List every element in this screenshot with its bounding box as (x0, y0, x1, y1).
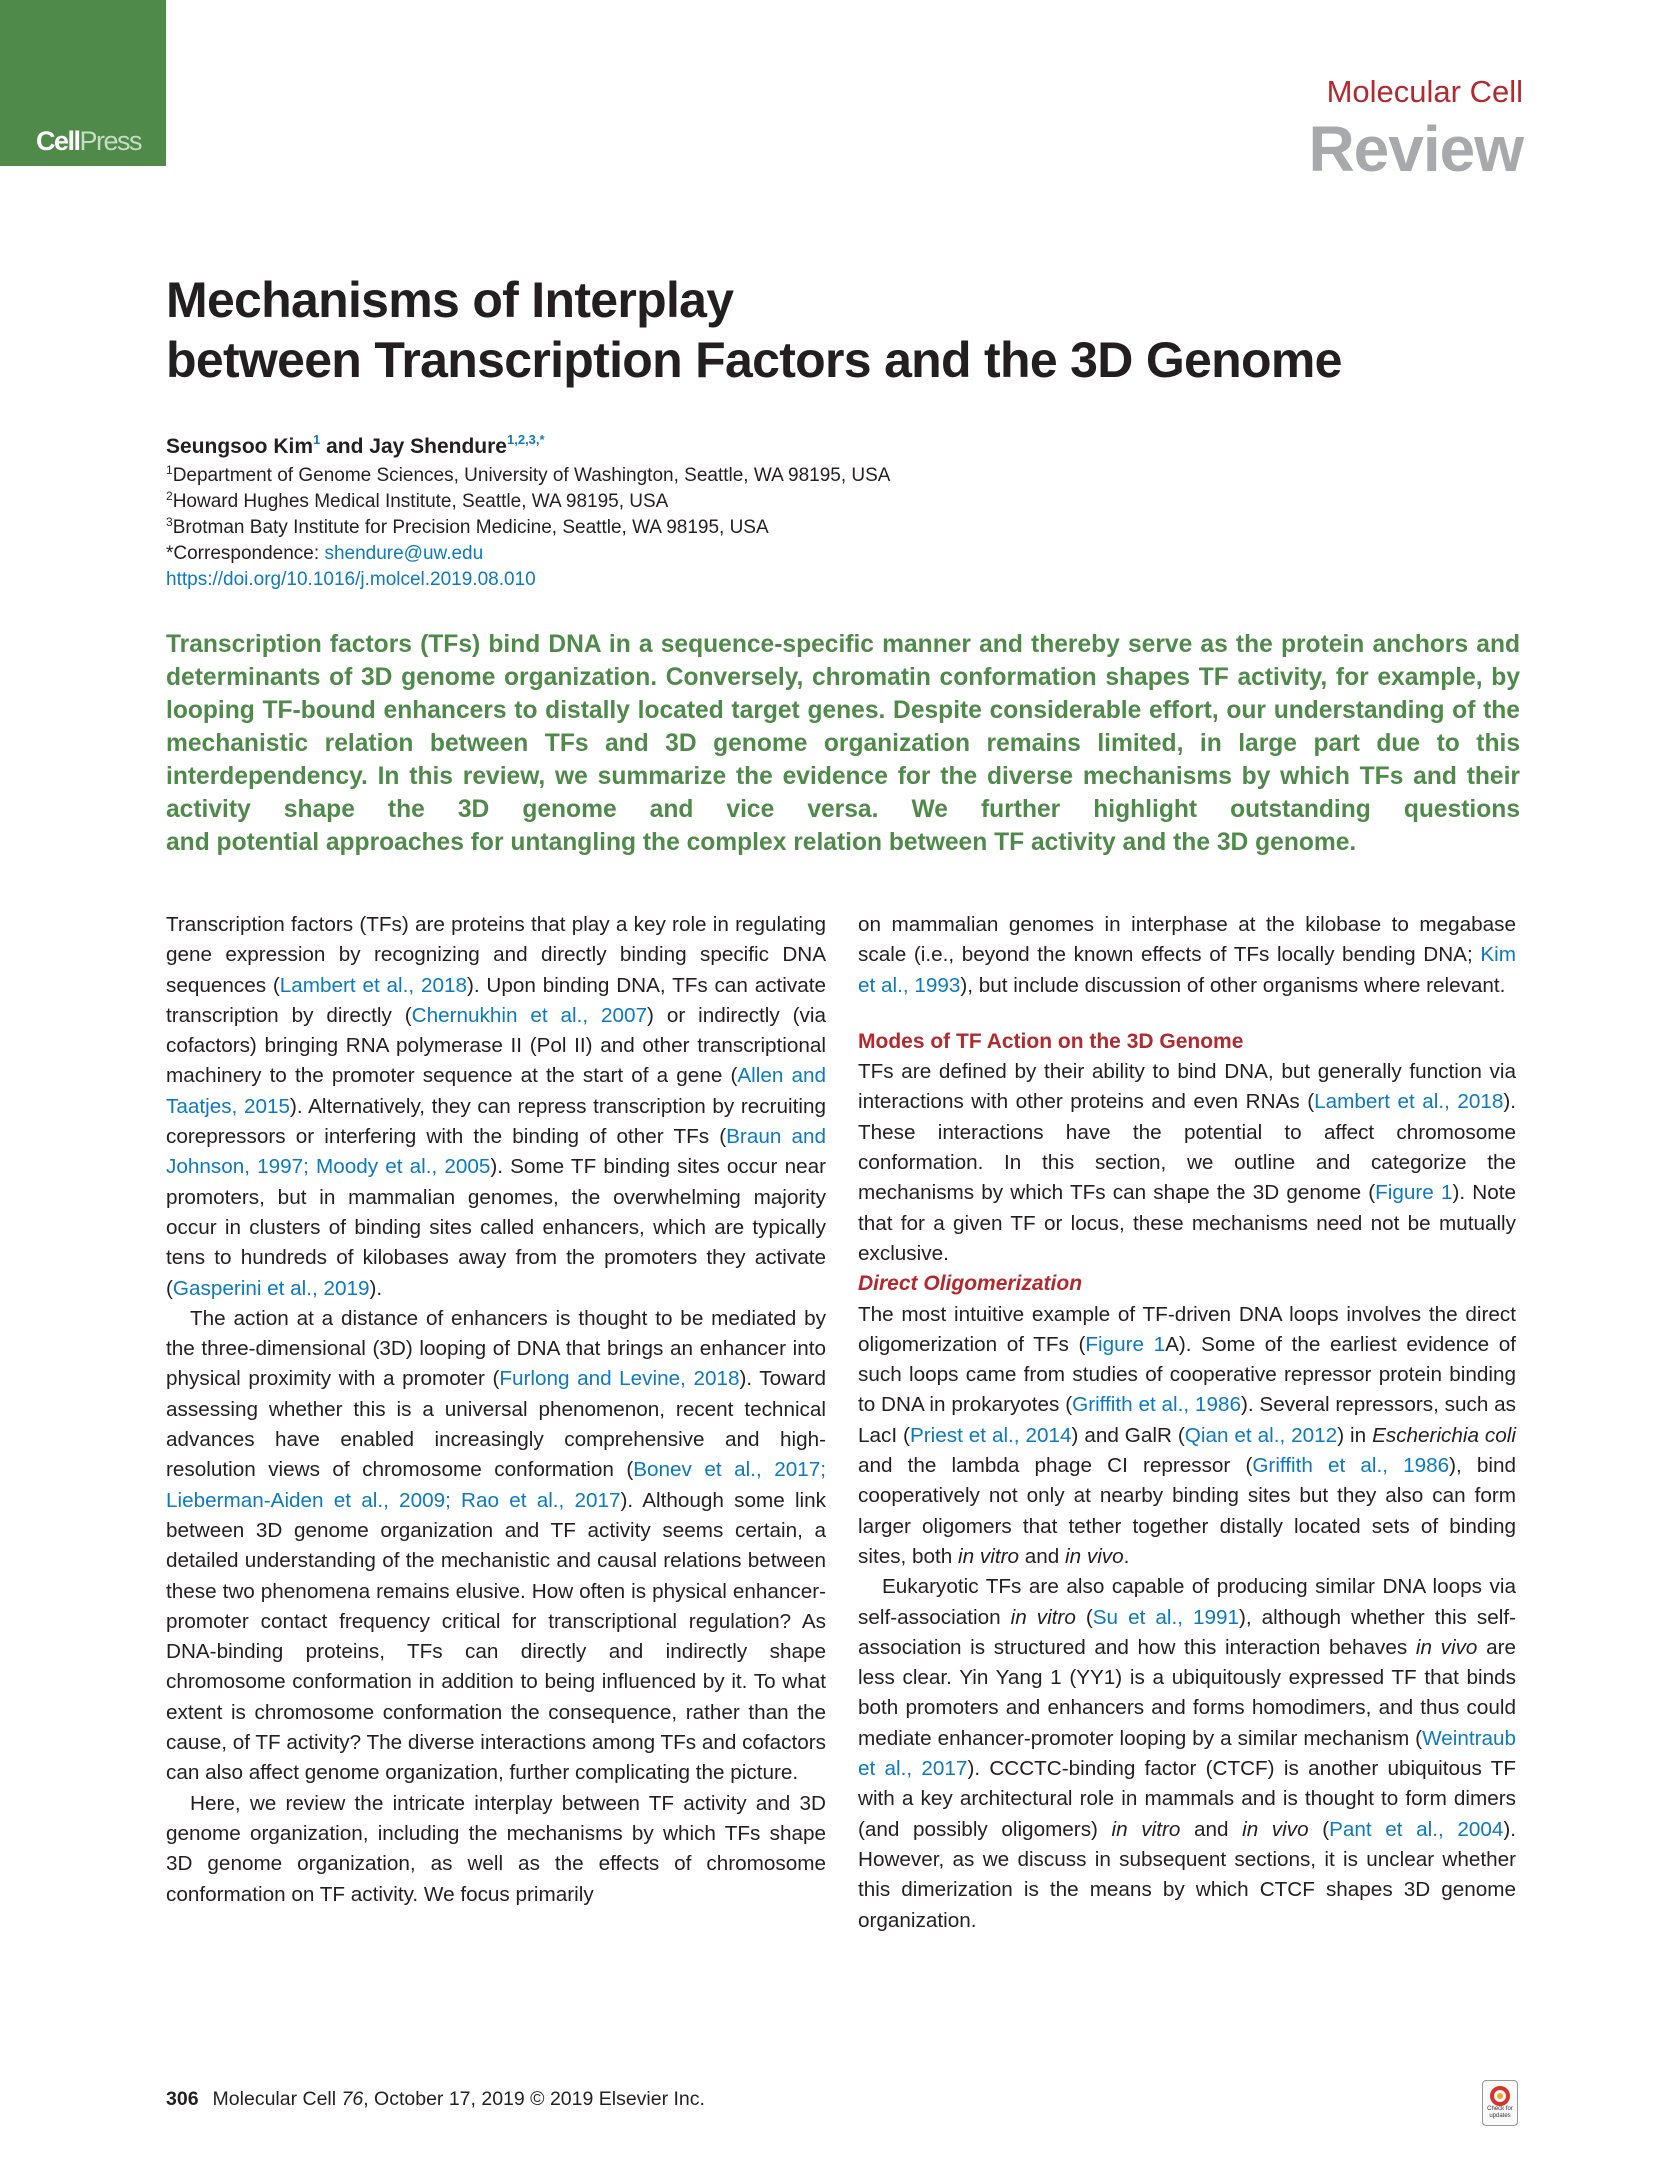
article-type: Review (1308, 113, 1523, 185)
check-for-updates-badge[interactable] (1482, 2080, 1518, 2126)
affiliation-2 (166, 489, 668, 515)
correspondence-email-link[interactable]: shendure@uw.edu (324, 543, 484, 564)
citation-link[interactable]: Kim et al., 1993 (858, 943, 1516, 997)
paragraph: Here, we review the intricate interplay between TF activity and 3D genome organization, including the mechanisms by which TFs shape 3D genome organization, as well as the effects of chromosome conformation on TF activity. We focus primarily (166, 1791, 826, 1906)
subsection-heading: Direct Oligomerization (858, 1272, 1083, 1296)
author-list (166, 432, 545, 459)
crossmark-icon (1490, 2086, 1510, 2106)
citation-link[interactable]: Lambert et al., 2018 (1314, 1090, 1504, 1114)
citation-link[interactable]: Braun and Johnson, 1997; Moody et al., 2005 (166, 1125, 826, 1179)
citation-link[interactable]: Pant et al., 2004 (1329, 1817, 1504, 1841)
article-title (166, 270, 1516, 390)
paragraph: Transcription factors (TFs) are proteins that play a key role in regulating gene expression by recognizing and directly binding specific DNA sequences (Lambert et al., 2018). Upon binding DNA, TFs can activate transcription by directly (Chernukhin et al., 2007) or indirectly (via cofactors) bringing RNA polymerase II (Pol II) and other transcriptional machinery to the promoter sequence at the start of a gene (Allen and Taatjes, 2015). Alternatively, they can repress transcription by recruiting corepressors or interfering with the binding of other TFs (Braun and Johnson, 1997; Moody et al., 2005). Some TF binding sites occur near promoters, but in mammalian genomes, the overwhelming majority occur in clusters of binding sites called enhancers, which are typically tens to hundreds of kilobases away from the promoters they activate (Gasperini et al., 2019). (166, 913, 827, 1300)
citation-link[interactable]: Allen and Taatjes, 2015 (166, 1064, 827, 1118)
affiliation-1 (166, 463, 890, 489)
affiliation-3-marker: 3 (166, 515, 173, 529)
affiliation-3 (166, 515, 769, 541)
badge-text: Check for updates (1487, 2106, 1513, 2119)
paragraph: The most intuitive example of TF-driven DNA loops involves the direct oligomerization of TFs (Figure 1A). Some of the earliest evidence of such loops came from studies of cooperative repressor protein binding to DNA in prokaryotes (Griffith et al., 1986). Several repressors, such as LacI (Priest et al., 2014) and GalR (Qian et al., 2012) in Escherichia coli and the lambda phage CI repressor (Griffith et al., 1986), bind cooperatively not only at nearby binding sites but they also can form larger oligomers that tether together distally located sets of binding sites, both in vitro and in vivo. (858, 1302, 1517, 1568)
page-footer (166, 2088, 705, 2111)
citation-link[interactable]: Chernukhin et al., 2007 (411, 1003, 648, 1027)
paragraph: on mammalian genomes in interphase at the kilobase to megabase scale (i.e., beyond the known effects of TFs locally bending DNA; Kim et al., 1993), but include discussion of other organisms where relevant. (858, 913, 1516, 997)
citation-link[interactable]: Su et al., 1991 (1092, 1605, 1240, 1629)
paragraph: Eukaryotic TFs are also capable of producing similar DNA loops via self-association in vitro (Su et al., 1991), although whether this self-association is structured and how this interaction behaves in vivo are less clear. Yin Yang 1 (YY1) is a ubiquitously expressed TF that binds both promoters and enhancers and forms homodimers, and thus could mediate enhancer-promoter looping by a similar mechanism (Weintraub et al., 2017). CCCTC-binding factor (CTCF) is another ubiquitous TF with a key architectural role in mammals and is thought to form dimers (and possibly oligomers) in vitro and in vivo (Pant et al., 2004). However, as we discuss in subsequent sections, it is unclear whether this dimerization is the means by which CTCF shapes 3D genome organization. (858, 1575, 1517, 1932)
paragraph: TFs are defined by their ability to bind DNA, but generally function via interactions with other proteins and even RNAs (Lambert et al., 2018). These interactions have the potential to affect chromosome conformation. In this section, we outline and categorize the mechanisms by which TFs can shape the 3D genome (Figure 1). Note that for a given TF or locus, these mechanisms need not be mutually exclusive. (858, 1060, 1516, 1265)
footer-journal: Molecular Cell (212, 2088, 342, 2110)
correspondence (166, 541, 483, 567)
citation-link[interactable]: Lambert et al., 2018 (279, 973, 467, 997)
figure-link[interactable]: Figure 1 (1375, 1181, 1453, 1205)
citation-link[interactable]: Bonev et al., 2017; Lieberman-Aiden et al., 2009; Rao et al., 2017 (166, 1458, 826, 1512)
paragraph: The action at a distance of enhancers is thought to be mediated by the three-dimensional (3D) looping of DNA that brings an enhancer into physical proximity with a promoter (Furlong and Levine, 2018). Toward assessing whether this is a universal phenomenon, recent technical advances have enabled increasingly comprehensive and high-resolution views of chromosome conformation (Bonev et al., 2017; Lieberman-Aiden et al., 2009; Rao et al., 2017). Although some link between 3D genome organization and TF activity seems certain, a detailed understanding of the mechanistic and causal relations between these two phenomena remains elusive. How often is physical enhancer-promoter contact frequency critical for transcriptional regulation? As DNA-binding proteins, TFs can directly and indirectly shape chromosome conformation in addition to being influenced by it. To what extent is chromosome conformation the consequence, rather than the cause, of TF activity? The diverse interactions among TFs and cofactors can also affect genome organization, further complicating the picture. (166, 1306, 827, 1785)
author-1: Seungsoo Kim (166, 435, 314, 458)
citation-link[interactable]: Qian et al., 2012 (1184, 1423, 1338, 1447)
journal-name: Molecular Cell (1326, 74, 1523, 109)
citation-link[interactable]: Priest et al., 2014 (909, 1423, 1072, 1447)
citation-link[interactable]: Gasperini et al., 2019 (172, 1276, 370, 1300)
citation-link[interactable]: Griffith et al., 1986 (1252, 1454, 1450, 1478)
doi (166, 567, 536, 593)
affiliation-2-marker: 2 (166, 489, 173, 503)
section-heading: Modes of TF Action on the 3D Genome (858, 1029, 1244, 1053)
affiliation-1-marker: 1 (166, 463, 173, 477)
author-2: Jay Shendure (369, 435, 507, 458)
figure-link[interactable]: Figure 1 (1085, 1332, 1166, 1356)
body-column-right (858, 910, 1516, 1936)
cellpress-banner (0, 0, 166, 166)
citation-link[interactable]: Weintraub et al., 2017 (858, 1726, 1516, 1781)
citation-link[interactable]: Griffith et al., 1986 (1072, 1393, 1241, 1417)
cellpress-logo: CellPress (36, 126, 142, 156)
correspondence-label: *Correspondence: (166, 543, 325, 564)
footer-date-copyright: , October 17, 2019 © 2019 Elsevier Inc. (363, 2088, 705, 2110)
affiliation-3-text: Brotman Baty Institute for Precision Medicine, Seattle, WA 98195, USA (172, 517, 769, 538)
page-number: 306 (166, 2088, 199, 2110)
abstract-last-line: and potential approaches for untangling the complex relation between TF activity and the 3D genome. (166, 829, 1357, 856)
title-line-1: Mechanisms of Interplay (166, 272, 734, 328)
author-2-affil[interactable]: 1,2,3,* (507, 432, 545, 447)
citation-link[interactable]: Furlong and Levine, 2018 (499, 1367, 740, 1391)
author-and: and (320, 435, 370, 458)
doi-link[interactable]: https://doi.org/10.1016/j.molcel.2019.08.010 (166, 569, 536, 590)
title-line-2: between Transcription Factors and the 3D Genome (166, 332, 1342, 388)
footer-volume: 76 (341, 2088, 364, 2110)
abstract: Transcription factors (TFs) bind DNA in a sequence-specific manner and thereby serve as the protein anchors and determinants of 3D genome organization. Conversely, chromatin conformation shapes TF activity, for example, by looping TF-bound enhancers to distally located target genes. Despite considerable effort, our understanding of the mechanistic relation between TFs and 3D genome organization remains limited, in large part due to this interdependency. In this review, we summarize the evidence for the diverse mechanisms by which TFs and their activity shape the 3D genome and vice versa. We further highlight outstanding questions (166, 631, 1520, 824)
affiliation-1-text: Department of Genome Sciences, University of Washington, Seattle, WA 98195, USA (172, 465, 891, 486)
affiliation-2-text: Howard Hughes Medical Institute, Seattle, WA 98195, USA (172, 491, 669, 512)
author-1-affil[interactable]: 1 (313, 432, 321, 447)
body-column-left (166, 910, 826, 1910)
